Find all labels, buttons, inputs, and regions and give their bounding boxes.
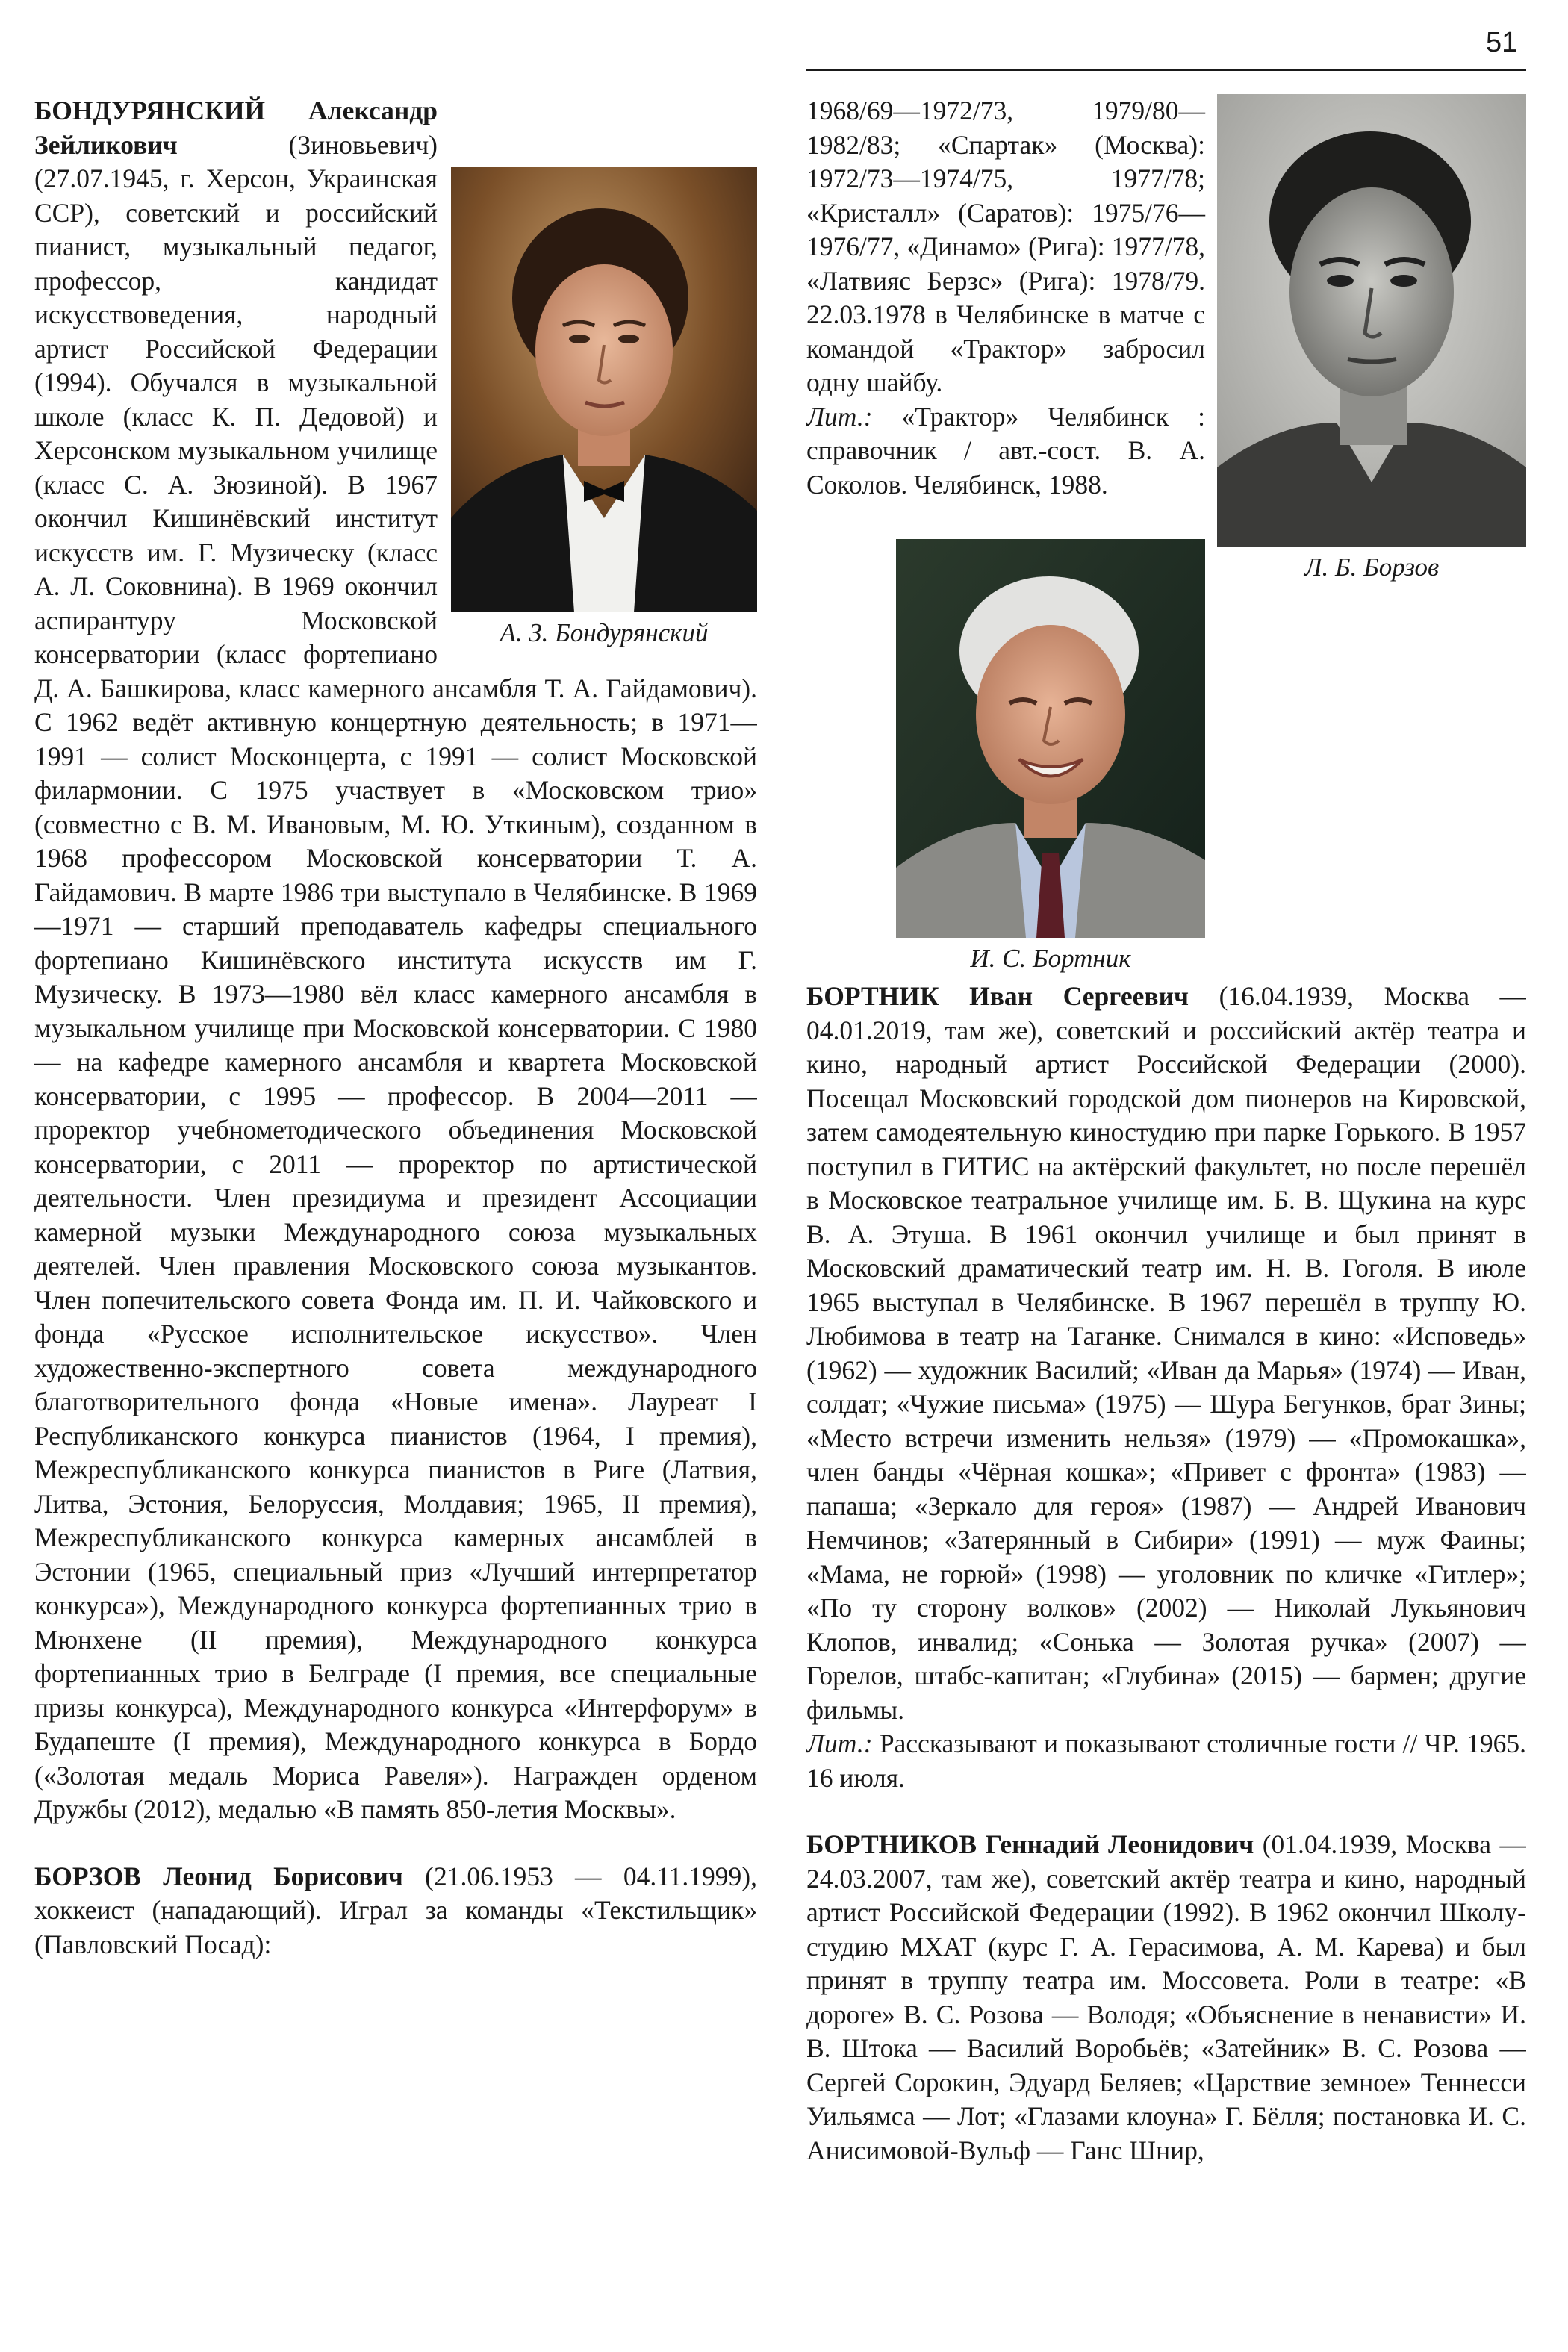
- photo-bortnik-figure: [896, 539, 1205, 975]
- headword-borzov: БОРЗОВ Леонид Борисович: [34, 1861, 403, 1891]
- page-number: 51: [1486, 27, 1518, 58]
- entry-borzov: [34, 1860, 757, 1962]
- caption-bortnik: И. С. Бортник: [970, 944, 1131, 973]
- caption-bondurjansky: А. З. Бондурянский: [500, 618, 709, 647]
- right-column: [806, 94, 1526, 2334]
- lit-label-bortnik: Лит.:: [806, 1729, 873, 1758]
- entry-bondurjansky: [34, 94, 757, 1827]
- headword-bondurjansky: БОНДУРЯНСКИЙ Александр Зейликович: [34, 96, 438, 160]
- photo-bondurjansky-figure: [451, 167, 757, 650]
- text-bondurjansky: (Зиновьевич) (27.07.1945, г. Херсон, Украинская ССР), советский и российский пианист, музыкальный педагог, профессор, кандидат искусствоведения, народный артист Российской Федерации (1994). Обучался в музыкальной школе (класс К. П. Дедовой) и Херсонском музыкальном училище (класс С. А. Зюзиной). В 1967 окончил Кишинёвский институт искусств им. Г. Музическу (класс А. Л. Соковнина). В 1969 окончил аспирантуру Московской консерватории (класс фортепиано Д. А. Башкирова, класс камерного ансамбля Т. А. Гайдамович). С 1962 ведёт активную концертную деятельность; в 1971—1991 — солист Москонцерта, с 1991 — солист Московской филармонии. С 1975 участвует в «Московском трио» (совместно с В. М. Ивановым, М. Ю. Уткиным), созданном в 1968 профессором Московской консерватории Т. А. Гайдамович. В марте 1986 три выступало в Челябинске. В 1969—1971 — старший преподаватель кафедры специального фортепиано Кишинёвского института искусств им Г. Музическу. В 1973—1980 вёл класс камерного ансамбля в музыкальном училище при Московской консерватории. С 1980 — на кафедре камерного ансамбля и квартета Московской консерватории, с 1995 — профессор. В 2004—2011 — проректор учебнометодического объединения Московской консерватории, с 2011 — проректор по артистической деятельности. Член президиума и президент Ассоциации камерной музыки Международного союза музыкальных деятелей. Член правления Московского союза музыкантов. Член попечительского совета Фонда им. П. И. Чайковского и фонда «Русское исполнительское искусство». Член художественно-экспертного совета международного благотворительного фонда «Новые имена». Лауреат I Республиканского конкурса пианистов (1964, I премия), Межреспубликанского конкурса пианистов в Риге (Латвия, Литва, Эстония, Белоруссия, Молдавия; 1965, II премия), Межреспубликанского конкурса камерных ансамблей в Эстонии (1965, специальный приз «Лучший интерпретатор конкурса»), Международного конкурса фортепианных трио в Мюнхене (II премия), Международного конкурса фортепианных трио в Белграде (I премия, все специальные призы конкурса), Международного конкурса «Интерфорум» в Будапеште (I премия), Международного конкурса в Бордо («Золотая медаль Мориса Равеля»). Награжден орденом Дружбы (2012), медалью «В память 850-летия Москвы».: [34, 129, 757, 1824]
- left-column: [34, 94, 757, 2334]
- lit-label-borzov: Лит.:: [806, 401, 873, 432]
- lit-text-borzov: «Трактор» Челябинск : справочник / авт.-сост. В. А. Соколов. Челябинск, 1988.: [806, 401, 1205, 500]
- portrait-bondurjansky: [451, 167, 757, 612]
- text-borzov-left: (21.06.1953 — 04.11.1999), хоккеист (нападающий). Играл за команды «Текстильщик» (Павловский Посад):: [34, 1861, 757, 1959]
- headword-bortnikov: БОРТНИКОВ Геннадий Леонидович: [806, 1829, 1254, 1859]
- portrait-borzov: [1217, 94, 1526, 547]
- headword-bortnik: БОРТНИК Иван Сергеевич: [806, 981, 1189, 1011]
- header-rule: [806, 69, 1526, 71]
- entry-bortnik: [806, 535, 1526, 1795]
- entry-bortnikov: [806, 1828, 1526, 2168]
- portrait-bortnik: [896, 539, 1205, 938]
- entry-borzov-continued: [806, 94, 1526, 582]
- photo-borzov-figure: [1217, 94, 1526, 584]
- lit-text-bortnik: Рассказывают и показывают столичные гости // ЧР. 1965. 16 июля.: [806, 1729, 1526, 1793]
- caption-borzov: Л. Б. Борзов: [1304, 553, 1440, 582]
- text-bortnik: (16.04.1939, Москва — 04.01.2019, там же), советский и российский актёр театра и кино, народный артист Российской Федерации (2000). Посещал Московский городской дом пионеров на Кировской, затем самодеятельную киностудию при парке Горького. В 1957 поступил в ГИТИС на актёрский факультет, но после перешёл в Московское театральное училище им. Б. В. Щукина на курс В. А. Этуша. В 1961 окончил училище и был принят в Московский драматический театр им. Н. В. Гоголя. В июле 1965 выступал в Челябинске. В 1967 перешёл в труппу Ю. Любимова в театр на Таганке. Снимался в кино: «Исповедь» (1962) — художник Василий; «Иван да Марья» (1974) — Иван, солдат; «Чужие письма» (1975) — Шура Бегунков, брат Зины; «Место встречи изменить нельзя» (1979) — «Промокашка», член банды «Чёрная кошка»; «Привет с фронта» (1983) — папаша; «Зеркало для героя» (1987) — Андрей Иванович Немчинов; «Затерянный в Сибири» (1991) — муж Фаины; «Мама, не горюй» (1998) — уголовник по кличке «Гитлер»; «По ту сторону волков» (2002) — Николай Лукьянович Клопов, инвалид; «Сонька — Золотая ручка» (2007) — Горелов, штабс-капитан; «Глубина» (2015) — бармен; другие фильмы.: [806, 981, 1526, 1725]
- text-bortnikov: (01.04.1939, Москва — 24.03.2007, там же), советский актёр театра и кино, народный артист Российской Федерации (1992). В 1962 окончил Школу-студию МХАТ (курс Г. А. Герасимова, А. М. Карева) и был принят в труппу театра им. Моссовета. Роли в театре: «В дороге» В. С. Розова — Володя; «Объяснение в ненависти» И. В. Штока — Василий Воробьёв; «Затейник» В. С. Розова — Сергей Сорокин, Эдуард Беляев; «Царствие земное» Теннесси Уильямса — Лот; «Глазами клоуна» Г. Бёлля; постановка И. С. Анисимовой-Вульф — Ганс Шнир,: [806, 1829, 1526, 2165]
- text-borzov-right: 1968/69—1972/73, 1979/80—1982/83; «Спартак» (Москва): 1972/73—1974/75, 1977/78; «Кристалл» (Саратов): 1975/76—1976/77, «Динамо» (Рига): 1977/78, «Латвияс Берзс» (Рига): 1978/79. 22.03.1978 в Челябинске в матче с командой «Трактор» забросил одну шайбу.: [806, 96, 1205, 397]
